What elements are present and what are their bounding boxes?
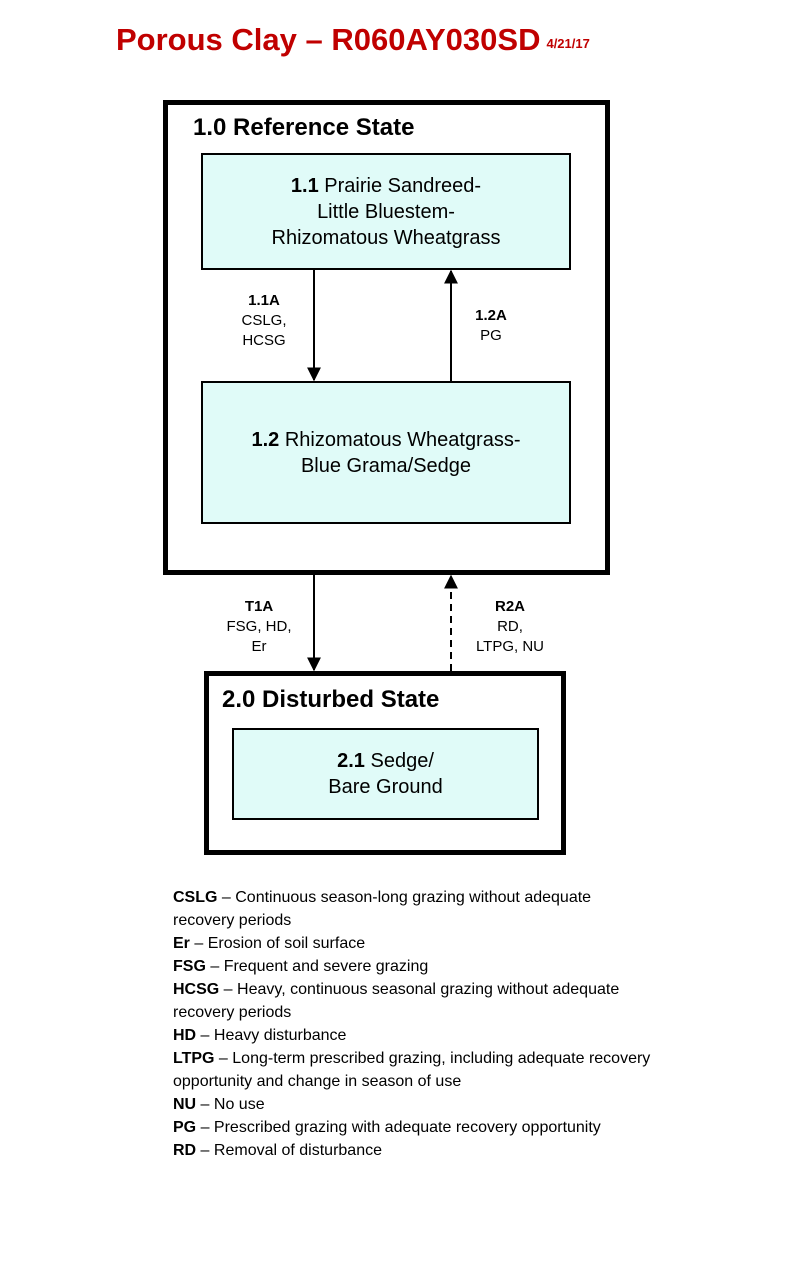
phase-2-1-line-2: Bare Ground [328,776,443,798]
abbreviation-legend [173,886,653,1162]
legend-item: RD – Removal of disturbance [173,1142,382,1159]
phase-2-1-line-1: Sedge/ [370,750,434,772]
phase-1-1-number: 1.1 [290,174,319,197]
phase-1-2-number: 1.2 [251,428,280,451]
pathway-1-2a-line-1: PG [480,327,502,344]
restoration-r2a-line-2: LTPG, NU [475,638,545,655]
phase-1-1-line-3: Rhizomatous Wheatgrass [271,226,501,249]
phase-1-1-line-1: Prairie Sandreed- [324,174,482,197]
restoration-r2a-label [458,597,562,657]
restoration-r2a-code: R2A [494,598,525,615]
pathway-1-1a-line-2: HCSG [242,332,286,349]
title-text: Porous Clay – R060AY030SD [116,22,541,57]
transition-t1a-line-2: Er [251,638,267,655]
pathway-1-2a-label [458,306,524,346]
pathway-1-2a-code: 1.2A [475,307,507,324]
legend-item: HCSG – Heavy, continuous seasonal grazing without adequate recovery periods [173,981,620,1021]
legend-item: NU – No use [173,1096,265,1113]
transition-t1a-line-1: FSG, HD, [226,618,292,635]
legend-item: CSLG – Continuous season-long grazing without adequate recovery periods [173,889,592,929]
pathway-1-1a-label [222,291,306,351]
pathway-1-1a-code: 1.1A [248,292,280,309]
legend-item: FSG – Frequent and severe grazing [173,958,429,975]
legend-item: PG – Prescribed grazing with adequate recovery opportunity [173,1119,601,1136]
pathway-1-1a-line-1: CSLG, [241,312,287,329]
legend-item: Er – Erosion of soil surface [173,935,366,952]
restoration-r2a-line-1: RD, [497,618,523,635]
disturbed-state-title: 2.0 Disturbed State [222,686,440,713]
legend-item: LTPG – Long-term prescribed grazing, including adequate recovery opportunity and change in season of use [173,1050,651,1090]
phase-1-2-line-1: Rhizomatous Wheatgrass- [284,428,521,451]
reference-state-title: 1.0 Reference State [193,114,415,141]
phase-1-1-line-2: Little Bluestem- [317,200,455,223]
title-date: 4/21/17 [546,36,590,51]
transition-t1a-label [212,597,306,657]
transition-t1a-code: T1A [244,598,274,615]
phase-1-2-line-2: Blue Grama/Sedge [300,454,472,477]
phase-2-1-number: 2.1 [337,750,365,772]
legend-item: HD – Heavy disturbance [173,1027,347,1044]
